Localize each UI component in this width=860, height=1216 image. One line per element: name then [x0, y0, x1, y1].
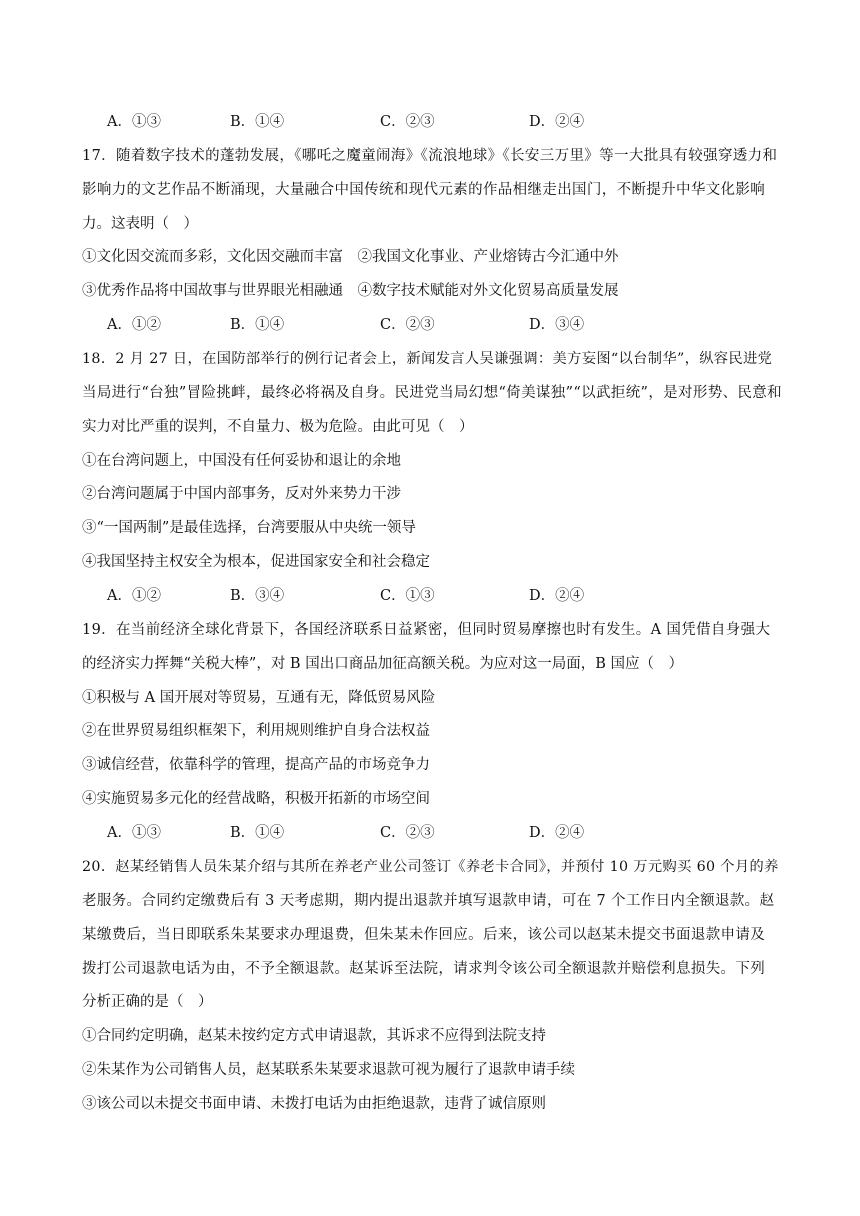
- q18-options: [107, 586, 707, 606]
- q18-stem-line-1: 18．2 月 27 日，在国防部举行的例行记者会上，新闻发言人吴谦强调：美方妄图“以台制华”，纵容民进党: [82, 351, 773, 367]
- q19-option-d[interactable]: D．②④: [529, 825, 585, 841]
- q17-option-d[interactable]: D．③④: [529, 317, 585, 333]
- q19-statement-4: ④实施贸易多元化的经营战略，积极开拓新的市场空间: [82, 791, 430, 807]
- q16-options: [107, 112, 707, 132]
- q16-option-b[interactable]: B．①④: [230, 114, 285, 130]
- q17-stem-line-3: 力。这表明（ ）: [82, 216, 198, 232]
- q17-stem-line-1: 17．随着数字技术的蓬勃发展，《哪吒之魔童闹海》《流浪地球》《长安三万里》等一大批具有较强穿透力和: [82, 148, 778, 164]
- q20-statement-3: ③该公司以未提交书面申请、未拨打电话为由拒绝退款，违背了诚信原则: [82, 1096, 546, 1112]
- q20-stem-line-5: 分析正确的是（ ）: [82, 994, 213, 1010]
- q19-stem-line-1: 19．在当前经济全球化背景下，各国经济联系日益紧密，但同时贸易摩擦也时有发生。A 国凭借自身强大: [82, 622, 771, 638]
- q18-statement-2: ②台湾问题属于中国内部事务，反对外来势力干涉: [82, 486, 401, 502]
- q17-statement-1: ①文化因交流而多彩，文化因交融而丰富 ②我国文化事业、产业熔铸古今汇通中外: [82, 249, 619, 265]
- q18-stem-line-2: 当局进行“台独”冒险挑衅，最终必将祸及自身。民进党当局幻想“倚美谋独”“以武拒统”，是对形势、民意和: [82, 385, 782, 401]
- q18-stem-line-3: 实力对比严重的误判，不自量力、极为危险。由此可见（ ）: [82, 419, 474, 435]
- q20-stem-line-4: 拨打公司退款电话为由，不予全额退款。赵某诉至法院，请求判令该公司全额退款并赔偿利息损失。下列: [82, 961, 766, 977]
- q18-option-a[interactable]: A．①②: [107, 588, 161, 604]
- q18-statement-4: ④我国坚持主权安全为根本，促进国家安全和社会稳定: [82, 554, 430, 570]
- q18-option-c[interactable]: C．①③: [380, 588, 435, 604]
- q17-option-b[interactable]: B．①④: [230, 317, 285, 333]
- q19-option-c[interactable]: C．②③: [380, 825, 435, 841]
- q20-stem-line-3: 某缴费后，当日即联系朱某要求办理退费，但朱某未作回应。后来，该公司以赵某未提交书面退款申请及: [82, 927, 766, 943]
- q19-option-b[interactable]: B．①④: [230, 825, 285, 841]
- q18-statement-3: ③“一国两制”是最佳选择，台湾要服从中央统一领导: [82, 520, 416, 536]
- q20-statement-1: ①合同约定明确，赵某未按约定方式申请退款，其诉求不应得到法院支持: [82, 1028, 546, 1044]
- q20-statement-2: ②朱某作为公司销售人员，赵某联系朱某要求退款可视为履行了退款申请手续: [82, 1062, 575, 1078]
- q19-statement-2: ②在世界贸易组织框架下，利用规则维护自身合法权益: [82, 723, 430, 739]
- q16-option-d[interactable]: D．②④: [529, 114, 585, 130]
- q17-options: [107, 315, 707, 335]
- q19-statement-1: ①积极与 A 国开展对等贸易，互通有无，降低贸易风险: [82, 690, 436, 706]
- q18-option-b[interactable]: B．③④: [230, 588, 285, 604]
- q20-stem-line-1: 20．赵某经销售人员朱某介绍与其所在养老产业公司签订《养老卡合同》，并预付 10 万元购买 60 个月的养: [82, 859, 779, 875]
- q19-options: [107, 823, 707, 843]
- q20-stem-line-2: 老服务。合同约定缴费后有 3 天考虑期，期内提出退款并填写退款申请，可在 7 个工作日内全额退款。赵: [82, 893, 775, 909]
- q19-option-a[interactable]: A．①③: [107, 825, 161, 841]
- q16-option-a[interactable]: A．①③: [107, 114, 161, 130]
- q16-option-c[interactable]: C．②③: [380, 114, 435, 130]
- q17-option-c[interactable]: C．②③: [380, 317, 435, 333]
- q19-statement-3: ③诚信经营，依靠科学的管理，提高产品的市场竞争力: [82, 757, 430, 773]
- q17-option-a[interactable]: A．①②: [107, 317, 161, 333]
- q18-statement-1: ①在台湾问题上，中国没有任何妥协和退让的余地: [82, 453, 401, 469]
- q19-stem-line-2: 的经济实力挥舞“关税大棒”，对 B 国出口商品加征高额关税。为应对这一局面，B 国应（ ）: [82, 656, 683, 672]
- q18-option-d[interactable]: D．②④: [529, 588, 585, 604]
- q17-statement-2: ③优秀作品将中国故事与世界眼光相融通 ④数字技术赋能对外文化贸易高质量发展: [82, 283, 619, 299]
- q17-stem-line-2: 影响力的文艺作品不断涌现，大量融合中国传统和现代元素的作品相继走出国门，不断提升中华文化影响: [82, 182, 766, 198]
